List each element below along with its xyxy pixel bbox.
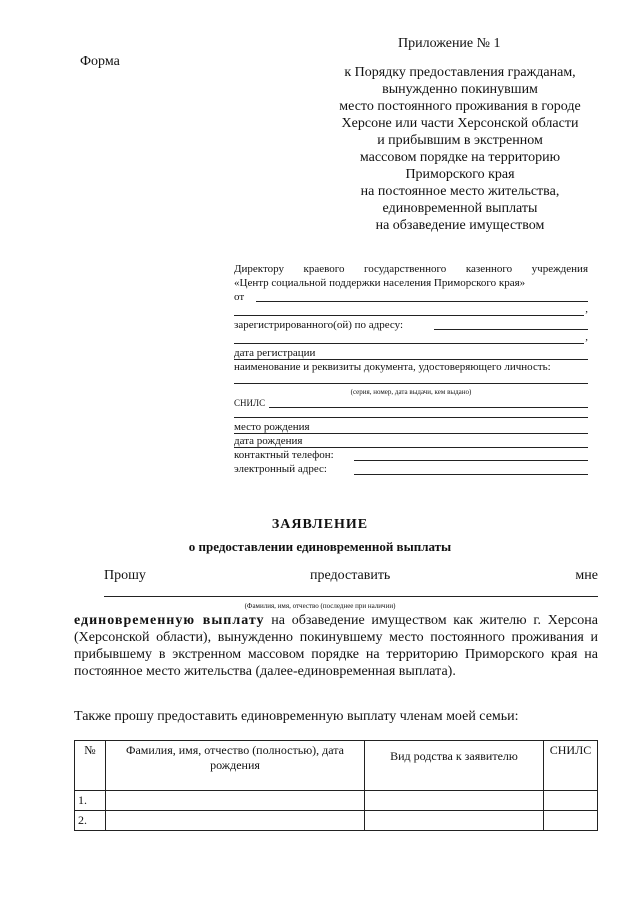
email-field[interactable]: [234, 462, 588, 476]
request-bold-phrase: единовременную выплату: [74, 613, 265, 628]
snils-field[interactable]: [234, 396, 588, 410]
form-label: Форма: [80, 54, 120, 69]
table-row: [75, 811, 598, 831]
registered-address-field[interactable]: [234, 318, 588, 332]
from-field[interactable]: [234, 290, 588, 304]
family-members-table: [74, 740, 598, 831]
table-header-row: [75, 741, 598, 791]
column-header-number: №: [75, 741, 106, 791]
id-document-label: наименование и реквизиты документа, удостоверяющего личность:: [234, 361, 551, 373]
request-word: мне: [575, 568, 598, 583]
appendix-line: к Порядку предоставления гражданам,: [344, 65, 576, 80]
blank-line[interactable]: [234, 374, 588, 386]
column-header-name: Фамилия, имя, отчество (полностью), дата рождения: [106, 741, 365, 791]
table-cell-name[interactable]: [106, 811, 365, 831]
email-label: электронный адрес:: [234, 463, 327, 475]
appendix-line: массовом порядке на территорию: [359, 150, 561, 165]
column-header-relation: Вид родства к заявителю: [365, 741, 544, 791]
phone-label: контактный телефон:: [234, 449, 334, 461]
birthplace-label: место рождения: [234, 421, 310, 433]
request-paragraph: [74, 612, 598, 680]
family-request-paragraph: Также прошу предоставить единовременную выплату членам моей семьи:: [74, 709, 519, 724]
table-cell-name[interactable]: [106, 791, 365, 811]
registration-date-field[interactable]: [234, 346, 588, 360]
addressee-block: [234, 262, 588, 476]
birthplace-field[interactable]: [234, 420, 588, 434]
registered-label: зарегистрированного(ой) по адресу:: [234, 319, 407, 331]
table-cell-snils[interactable]: [544, 791, 598, 811]
addressee-line-2: «Центр социальной поддержки населения Приморского края»: [234, 277, 526, 289]
appendix-line: единовременной выплаты: [382, 201, 538, 216]
birthdate-field[interactable]: [234, 434, 588, 448]
id-document-field[interactable]: [234, 360, 588, 374]
comma-mark: ,: [585, 331, 588, 343]
request-text: на обзаведение имуществом как жителю г. Херсона (Херсонской области), вынужденно покинувшему место постоянного проживания и прибывшему в экстренном массовом порядке на территорию Приморского края на постоянное место жительства (далее-единовременная выплата).: [74, 613, 598, 679]
registration-date-label: дата регистрации: [234, 347, 316, 359]
table-cell-number: 2.: [75, 811, 106, 831]
appendix-description: [320, 64, 600, 234]
appendix-line: на обзаведение имуществом: [375, 218, 545, 233]
table-cell-relation[interactable]: [365, 791, 544, 811]
phone-field[interactable]: [234, 448, 588, 462]
statement-heading: [0, 517, 640, 555]
comma-mark: ,: [585, 303, 588, 315]
request-word: предоставить: [310, 568, 391, 583]
applicant-name-line[interactable]: [104, 596, 598, 597]
table-cell-snils[interactable]: [544, 811, 598, 831]
table-row: [75, 791, 598, 811]
table-cell-number: 1.: [75, 791, 106, 811]
appendix-line: на постоянное место жительства,: [360, 184, 560, 199]
appendix-line: Приморского края: [405, 167, 515, 182]
blank-line[interactable]: [234, 304, 588, 318]
applicant-name-caption: (Фамилия, имя, отчество (последнее при наличии): [244, 602, 396, 610]
appendix-line: Херсоне или части Херсонской области: [341, 116, 579, 131]
addressee-line-1: Директору краевого государственного казенного учреждения: [234, 263, 588, 275]
appendix-line: вынужденно покинувшим: [382, 82, 538, 97]
statement-subtitle: о предоставлении единовременной выплаты: [188, 539, 452, 554]
snils-label: СНИЛС: [234, 398, 269, 408]
statement-title: ЗАЯВЛЕНИЕ: [271, 517, 369, 532]
request-word: Прошу: [104, 568, 146, 583]
appendix-line: место постоянного проживания в городе: [339, 99, 581, 114]
blank-line[interactable]: [234, 410, 588, 420]
from-label: от: [234, 291, 248, 303]
birthdate-label: дата рождения: [234, 435, 303, 447]
appendix-title: Приложение № 1: [398, 36, 501, 51]
blank-line[interactable]: [234, 332, 588, 346]
column-header-snils: СНИЛС: [544, 741, 598, 791]
id-document-caption: (серия, номер, дата выдачи, кем выдано): [350, 388, 472, 396]
appendix-line: и прибывшим в экстренном: [377, 133, 543, 148]
table-cell-relation[interactable]: [365, 811, 544, 831]
